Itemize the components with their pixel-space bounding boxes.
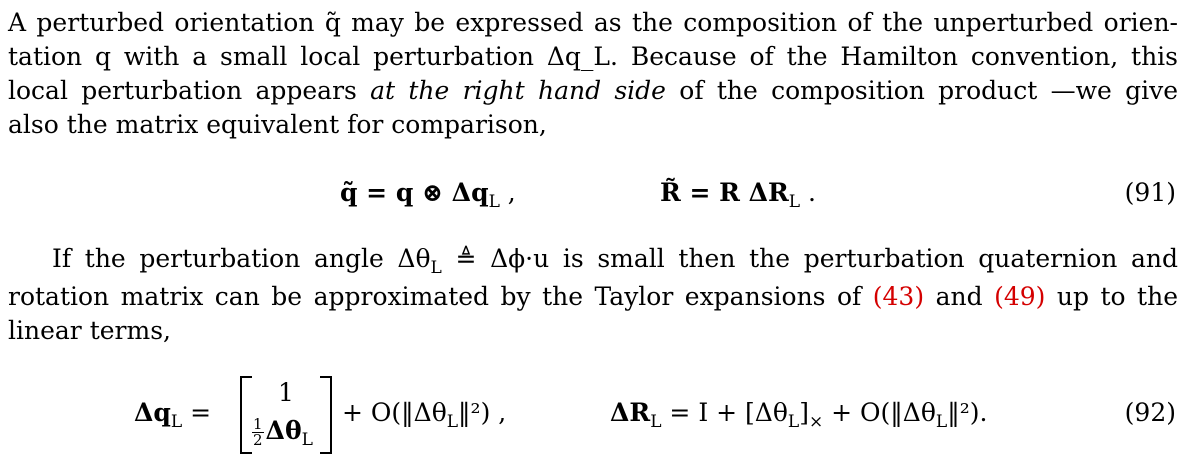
paragraph1-line1: A perturbed orientation q̃ may be expressed as the composition of the unperturbed orien- [8,8,1178,37]
emphasis-text: at the right hand side [370,76,666,105]
paragraph1-line4: also the matrix equivalent for comparison, [8,110,547,139]
ref-43-link[interactable]: (43) [872,282,925,311]
equation91-left: q̃ = q ⊗ $\Delta q_L$ , [340,178,516,212]
paragraph1-line3: local perturbation appears at the right hand side of the composition product —we give [8,76,1179,105]
equation91-number: (91) [1124,178,1176,207]
left-bracket [240,376,252,454]
equation92-number: (92) [1124,398,1176,427]
paragraph1-line2: tation q with a small local perturbation Δq_L. Because of the Hamilton convention, this [8,42,1178,71]
paragraph2-line1: If the perturbation angle $\Delta\theta_L$ ≜ Δϕ·u is small then the perturbation quaternion and [52,244,1178,278]
matrix-bottom-entry: $\frac{1}{2}$ $\Delta\theta_L$ [253,415,313,450]
paragraph2-line2: rotation matrix can be approximated by the Taylor expansions of (43) and (49) up to the [8,282,1178,311]
matrix-top-entry: 1 [278,378,294,407]
equation91-right: R̃ = R $\Delta R_L$ . [660,178,816,212]
right-bracket [320,376,332,454]
equation92-remainder: + $O(‖\Delta\theta_L‖^2)$ , [342,398,507,432]
perturbation-matrix [240,376,332,454]
ref-49-link[interactable]: (49) [994,282,1046,311]
equation92-rotation: $\Delta R_L = I + [\Delta\theta_L]_\times$ + $O(‖\Delta\theta_L‖^2)$. [610,398,988,432]
one-half-fraction: $\frac{1}{2}$ [253,415,263,449]
paragraph2-line3: linear terms, [8,316,171,345]
equation92-lhs: $\Delta q_L$ = [134,398,212,432]
